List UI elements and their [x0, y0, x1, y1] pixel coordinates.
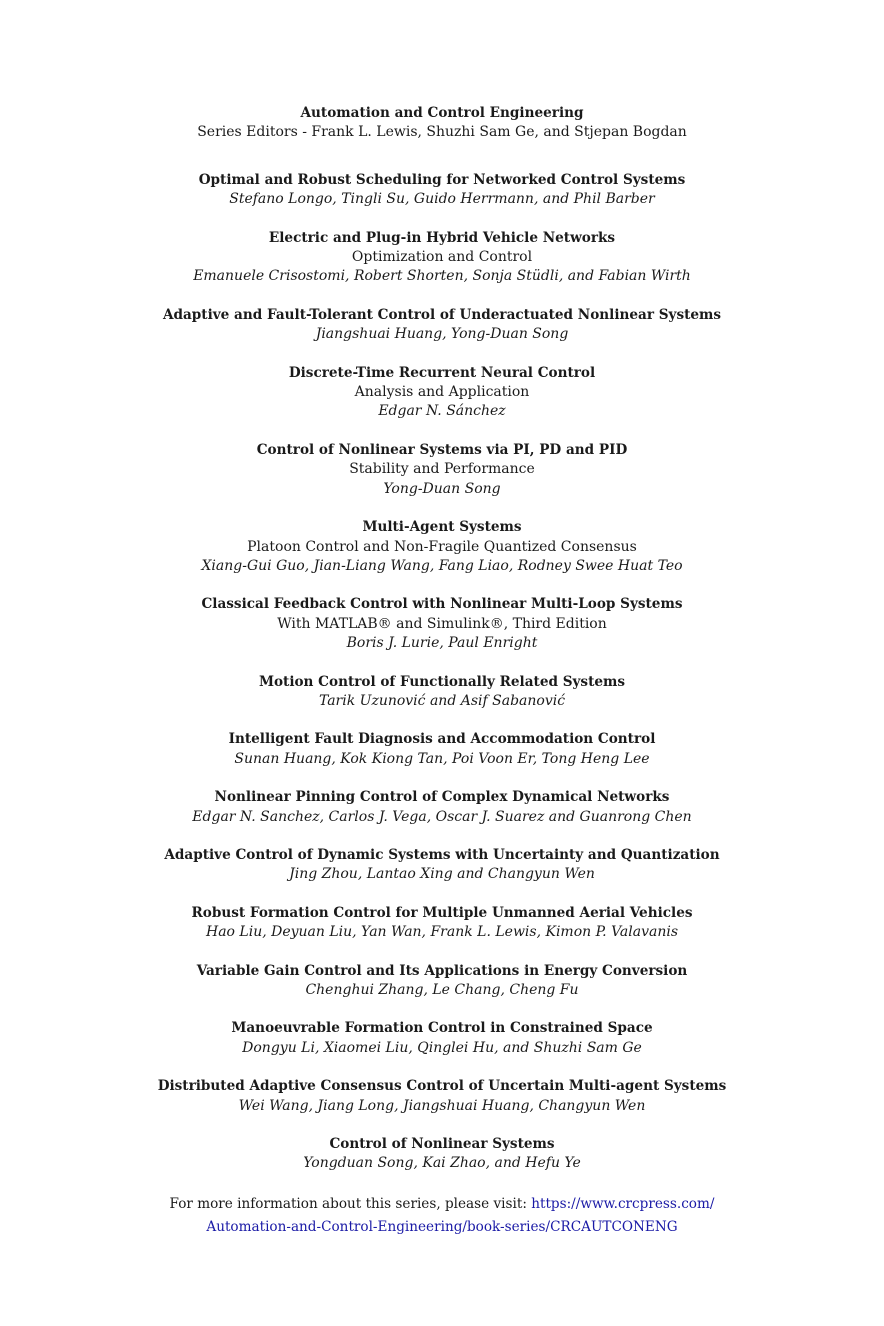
book-entry: [0, 595, 884, 653]
book-entry: [0, 962, 884, 1001]
book-authors: Dongyu Li, Xiaomei Liu, Qinglei Hu, and Shuzhi Sam Ge: [242, 1039, 642, 1056]
book-entry: [0, 788, 884, 827]
series-header: [0, 104, 884, 143]
book-entry: [0, 1019, 884, 1058]
book-series-page: [0, 104, 884, 1240]
book-authors: Boris J. Lurie, Paul Enright: [346, 635, 538, 652]
book-title: Adaptive Control of Dynamic Systems with Uncertainty and Quantization: [164, 846, 720, 863]
book-title: Electric and Plug-in Hybrid Vehicle Networks: [268, 229, 616, 246]
book-entry: [0, 730, 884, 769]
book-authors: Emanuele Crisostomi, Robert Shorten, Sonja Stüdli, and Fabian Wirth: [193, 268, 691, 285]
book-title: Classical Feedback Control with Nonlinear Multi-Loop Systems: [201, 596, 683, 613]
book-authors: Jiangshuai Huang, Yong-Duan Song: [315, 326, 569, 343]
book-title: Variable Gain Control and Its Applications in Energy Conversion: [196, 962, 688, 979]
book-subtitle: Analysis and Application: [354, 384, 530, 401]
book-entry: [0, 171, 884, 210]
book-title: Distributed Adaptive Consensus Control of Uncertain Multi-agent Systems: [157, 1078, 727, 1095]
book-authors: Yong-Duan Song: [383, 480, 501, 497]
book-entry: [0, 904, 884, 943]
book-entry: [0, 306, 884, 345]
book-title: Intelligent Fault Diagnosis and Accommodation Control: [228, 731, 656, 748]
book-authors: Xiang-Gui Guo, Jian-Liang Wang, Fang Liao, Rodney Swee Huat Teo: [201, 557, 683, 574]
book-authors: Jing Zhou, Lantao Xing and Changyun Wen: [289, 866, 595, 883]
book-authors: Edgar N. Sánchez: [378, 403, 506, 420]
book-title: Multi-Agent Systems: [362, 519, 522, 536]
book-title: Motion Control of Functionally Related Systems: [258, 673, 626, 690]
book-authors: Edgar N. Sanchez, Carlos J. Vega, Oscar J. Suarez and Guanrong Chen: [192, 808, 692, 825]
footer-text: For more information about this series, please visit:: [169, 1195, 532, 1212]
series-title: Automation and Control Engineering: [300, 105, 584, 121]
series-footer: [0, 1193, 884, 1240]
series-link-part2[interactable]: Automation-and-Control-Engineering/book-series/CRCAUTCONENG: [206, 1219, 678, 1236]
book-title: Control of Nonlinear Systems: [329, 1136, 555, 1153]
book-title: Optimal and Robust Scheduling for Networked Control Systems: [198, 171, 686, 188]
book-entry: [0, 1135, 884, 1174]
book-authors: Yongduan Song, Kai Zhao, and Hefu Ye: [303, 1155, 581, 1172]
book-authors: Stefano Longo, Tingli Su, Guido Herrmann, and Phil Barber: [229, 191, 655, 208]
book-authors: Chenghui Zhang, Le Chang, Cheng Fu: [305, 982, 579, 998]
series-editors: Series Editors - Frank L. Lewis, Shuzhi Sam Ge, and Stjepan Bogdan: [197, 124, 687, 141]
book-entry: [0, 441, 884, 499]
book-entry: [0, 364, 884, 422]
book-subtitle: Optimization and Control: [351, 249, 533, 266]
book-subtitle: With MATLAB® and Simulink®, Third Edition: [277, 615, 607, 632]
book-title: Nonlinear Pinning Control of Complex Dynamical Networks: [214, 789, 670, 806]
book-subtitle: Stability and Performance: [349, 461, 535, 478]
book-subtitle: Platoon Control and Non-Fragile Quantized Consensus: [247, 538, 637, 555]
book-entry: [0, 229, 884, 287]
book-authors: Wei Wang, Jiang Long, Jiangshuai Huang, Changyun Wen: [238, 1097, 646, 1114]
book-title: Manoeuvrable Formation Control in Constrained Space: [231, 1020, 653, 1037]
series-link-part1[interactable]: https://www.crcpress.com/: [531, 1195, 715, 1212]
footer-line-1: [0, 1193, 884, 1217]
book-authors: Hao Liu, Deyuan Liu, Yan Wan, Frank L. Lewis, Kimon P. Valavanis: [205, 924, 679, 941]
book-entry: [0, 846, 884, 885]
book-title: Adaptive and Fault-Tolerant Control of Underactuated Nonlinear Systems: [162, 306, 722, 323]
book-entry: [0, 518, 884, 576]
book-title: Control of Nonlinear Systems via PI, PD and PID: [256, 441, 628, 458]
book-entry: [0, 673, 884, 712]
book-list: [0, 171, 884, 1174]
book-title: Discrete-Time Recurrent Neural Control: [288, 364, 596, 381]
book-entry: [0, 1077, 884, 1116]
book-title: Robust Formation Control for Multiple Unmanned Aerial Vehicles: [191, 904, 693, 921]
book-authors: Tarik Uzunović and Asif Sabanović: [318, 692, 566, 709]
book-authors: Sunan Huang, Kok Kiong Tan, Poi Voon Er, Tong Heng Lee: [234, 750, 650, 767]
